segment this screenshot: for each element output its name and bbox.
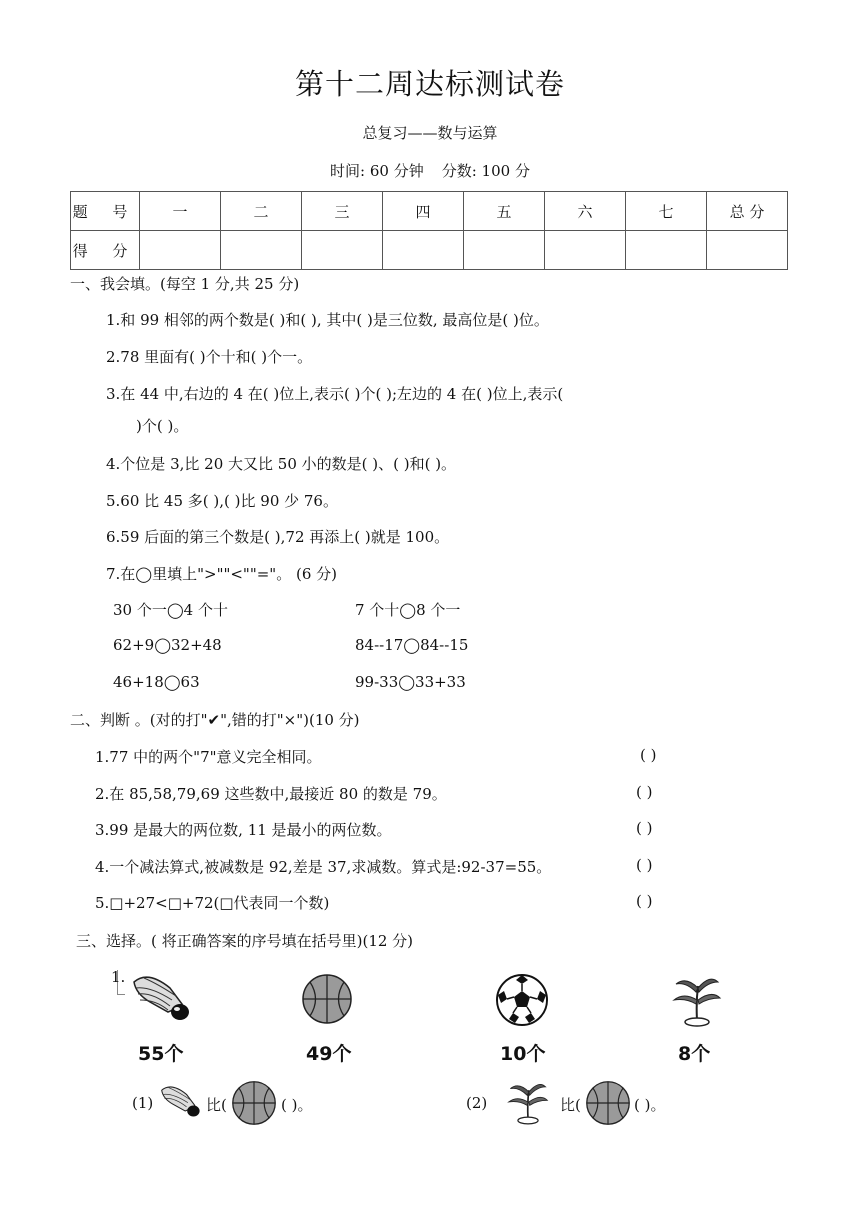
compare-item: 30 个一◯4 个十	[113, 601, 228, 619]
sub-question-2-compare: 比(	[560, 1096, 581, 1114]
score-label: 分数: 100 分	[441, 162, 530, 180]
soccer-ball-icon	[495, 973, 549, 1031]
compare-item: 46+18◯63	[113, 673, 200, 691]
sub-question-1-answer[interactable]: ( )。	[281, 1096, 313, 1114]
basketball-icon	[231, 1080, 277, 1130]
question-3-line2: )个( )。	[136, 417, 189, 435]
score-cell[interactable]	[464, 231, 545, 270]
header-cell: 七	[626, 192, 707, 231]
question-5: 5.60 比 45 多( ),( )比 90 少 76。	[106, 492, 338, 510]
item-count: 10个	[500, 1043, 546, 1065]
sub-question-1-number: (1)	[132, 1094, 154, 1112]
page-title: 第十二周达标测试卷	[294, 67, 565, 101]
question-3-line1: 3.在 44 中,右边的 4 在( )位上,表示( )个( );左边的 4 在( )位上,表示(	[106, 385, 564, 403]
score-cell[interactable]	[140, 231, 221, 270]
basketball-icon	[585, 1080, 631, 1130]
question-4: 4.个位是 3,比 20 大又比 50 小的数是( )、( )和( )。	[106, 455, 457, 473]
compare-item: 99-33◯33+33	[355, 673, 466, 691]
answer-paren[interactable]: ( )	[636, 819, 653, 837]
header-cell: 总 分	[707, 192, 788, 231]
item-count: 8个	[678, 1043, 711, 1065]
answer-paren[interactable]: ( )	[636, 783, 653, 801]
question-6: 6.59 后面的第三个数是( ),72 再添上( )就是 100。	[106, 528, 450, 546]
score-cell[interactable]	[626, 231, 707, 270]
judge-item-2: 2.在 85,58,79,69 这些数中,最接近 80 的数是 79。	[95, 785, 447, 803]
header-cell: 题 号	[71, 192, 140, 231]
header-cell: 五	[464, 192, 545, 231]
score-cell[interactable]	[545, 231, 626, 270]
answer-paren[interactable]: ( )	[640, 746, 657, 764]
compare-item: 84--17◯84--15	[355, 636, 469, 654]
judge-item-5: 5.□+27<□+72(□代表同一个数)	[95, 894, 330, 912]
item-count: 49个	[306, 1043, 352, 1065]
time-label: 时间: 60 分钟	[330, 162, 424, 180]
score-table-header-row	[71, 192, 788, 231]
header-cell: 一	[140, 192, 221, 231]
question-2: 2.78 里面有( )个十和( )个一。	[106, 348, 313, 366]
score-cell[interactable]	[383, 231, 464, 270]
choice-question-number: 1.	[111, 968, 126, 986]
section1-heading: 一、我会填。(每空 1 分,共 25 分)	[70, 275, 300, 293]
header-cell: 二	[221, 192, 302, 231]
shuttlecock-icon	[130, 970, 194, 1032]
judge-item-4: 4.一个减法算式,被减数是 92,差是 37,求减数。算式是:92-37=55。	[95, 858, 552, 876]
section3-heading: 三、选择。( 将正确答案的序号填在括号里)(12 分)	[76, 932, 414, 950]
item-count: 55个	[138, 1043, 184, 1065]
header-cell: 三	[302, 192, 383, 231]
header-cell: 四	[383, 192, 464, 231]
score-cell[interactable]	[302, 231, 383, 270]
answer-paren[interactable]: ( )	[636, 856, 653, 874]
section2-heading: 二、判断 。(对的打"✔",错的打"×")(10 分)	[70, 711, 360, 729]
plant-icon	[672, 972, 722, 1032]
score-cell[interactable]	[221, 231, 302, 270]
plant-icon	[507, 1078, 549, 1130]
score-cell[interactable]	[707, 231, 788, 270]
judge-item-1: 1.77 中的两个"7"意义完全相同。	[95, 748, 322, 766]
sub-question-2-answer[interactable]: ( )。	[634, 1096, 666, 1114]
compare-item: 62+9◯32+48	[113, 636, 222, 654]
header-cell: 六	[545, 192, 626, 231]
basketball-icon	[301, 973, 353, 1029]
question-7: 7.在◯里填上">""<""="。 (6 分)	[106, 565, 337, 583]
sub-question-2-number: (2)	[466, 1094, 488, 1112]
shuttlecock-icon	[158, 1082, 204, 1126]
question-1: 1.和 99 相邻的两个数是( )和( ), 其中( )是三位数, 最高位是( )位。	[106, 311, 549, 329]
row-label-cell: 得 分	[71, 231, 140, 270]
answer-paren[interactable]: ( )	[636, 892, 653, 910]
score-table	[70, 191, 788, 270]
score-table-score-row	[71, 231, 788, 270]
time-score-info	[0, 160, 860, 181]
compare-item: 7 个十◯8 个一	[355, 601, 461, 619]
page-subtitle: 总复习——数与运算	[362, 124, 498, 142]
judge-item-3: 3.99 是最大的两位数, 11 是最小的两位数。	[95, 821, 392, 839]
sub-question-1-compare: 比(	[206, 1096, 227, 1114]
